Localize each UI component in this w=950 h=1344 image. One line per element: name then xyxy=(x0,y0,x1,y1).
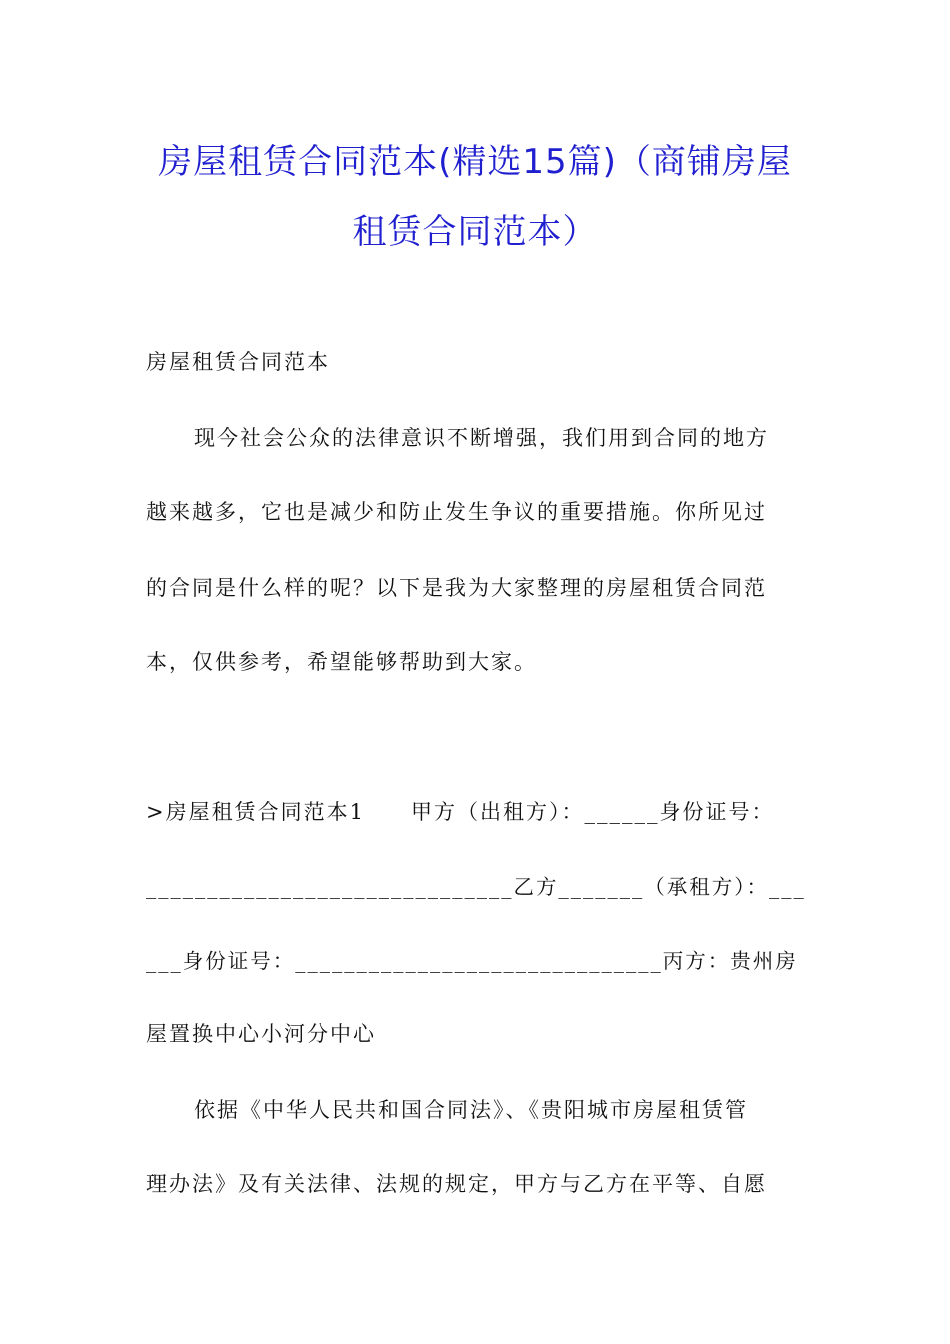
contract-line: 屋置换中心小河分中心 xyxy=(146,1022,376,1046)
paragraph-line: 现今社会公众的法律意识不断增强，我们用到合同的地方 xyxy=(194,426,769,450)
contract-line: ______________________________乙方_______（承租方）：___ xyxy=(146,875,806,899)
document-title-line-1: 房屋租赁合同范本(精选15篇)（商铺房屋 xyxy=(158,142,792,182)
paragraph-line: 本，仅供参考，希望能够帮助到大家。 xyxy=(146,650,537,674)
section-heading: 房屋租赁合同范本 xyxy=(146,350,330,374)
paragraph-line: 的合同是什么样的呢？以下是我为大家整理的房屋租赁合同范 xyxy=(146,576,767,600)
contract-line: >房屋租赁合同范本1 甲方（出租方）：______身份证号： xyxy=(146,800,775,824)
contract-line: ___身份证号：______________________________丙方：贵州房 xyxy=(146,949,798,973)
paragraph-line: 越来越多，它也是减少和防止发生争议的重要措施。你所见过 xyxy=(146,500,767,524)
contract-line: 理办法》及有关法律、法规的规定，甲方与乙方在平等、自愿 xyxy=(146,1172,767,1196)
document-title-line-2: 租赁合同范本） xyxy=(352,212,598,252)
contract-line: 依据《中华人民共和国合同法》、《贵阳城市房屋租赁管 xyxy=(194,1098,748,1122)
